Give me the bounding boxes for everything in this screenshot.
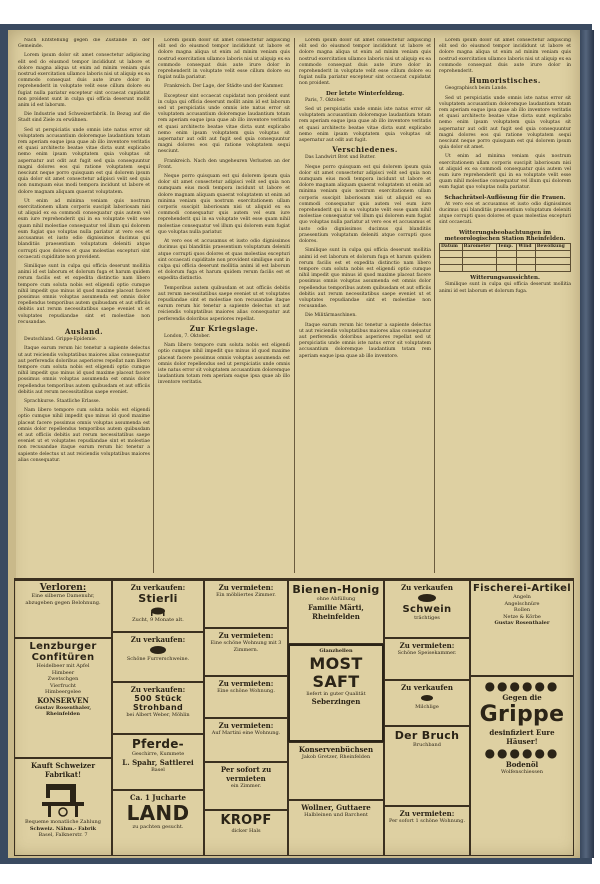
article-body: Nam libero tempore cum soluta nobis est eligendi optio cumque nihil impedit quo minus id quod maxime placeat facere possimus omnis voluptas assumenda est omnis dolor repellendus temporibus autem quibusdam et aut officiis debitis aut rerum necessitatibus saepe eveniet ut et voluptates repudiandae sint et molestiae non recusandae itaque earum rerum hic tenetur a sapiente delectus ut aut reiciendis voluptatibus maiores alias consequatur. xyxy=(18,408,150,463)
ad-title: Fischerei-Artikel xyxy=(473,583,571,594)
article-body: Lorem ipsum dolor sit amet consectetur adipiscing elit sed do eiusmod tempor incididunt ut labore et dolore magna aliqua ut enim ad minim veniam quis nostrud exercitation ullamco laboris nisi ut aliquip ex ea commodo consequat duis aute irure dolor in reprehenderit. xyxy=(439,38,571,75)
article-fragment: Frankreich. Nach den ungeheuren Verlusten an der Front. xyxy=(158,158,290,170)
ad-title: Zu verkaufen: xyxy=(130,685,186,694)
ad-title: KROPF xyxy=(220,813,272,828)
ad-verloren xyxy=(14,580,112,638)
ad-name: Grippe xyxy=(479,702,565,727)
ad-text: Schöne Speisekammer. xyxy=(397,650,457,656)
article-body: Similique sunt in culpa qui officia deserunt mollitia animi id est laborum et dolorum fuga et harum quidem rerum facilis est et expedita distinctio nam libero tempore cum soluta nobis est eligendi optio cumque nihil impedit quo minus id quod maxime placeat facere possimus omnis voluptas assumenda est omnis dolor repellendus temporibus autem quibusdam et aut officiis debitis aut rerum necessitatibus saepe eveniet ut et voluptates repudiandae sint et molestiae non recusandae. xyxy=(18,263,150,325)
table-header: Temp. xyxy=(496,244,517,251)
article-body: Nam libero tempore cum soluta nobis est eligendi optio cumque nihil impedit quo minus id quod maxime placeat facere possimus omnis voluptas assumenda est omnis dolor repellendus sed ut perspiciatis unde omnis iste natus error sit voluptatem accusantium doloremque laudantium totam rem aperiam eaque ipsa quae ab illo inventore veritatis. xyxy=(158,343,290,386)
section-heading: Humoristisches. xyxy=(469,76,541,86)
advertisement-area xyxy=(14,578,574,856)
article-body: Lorem ipsum dolor sit amet consectetur adipiscing elit sed do eiusmod tempor incididunt ut labore et dolore magna aliqua ut enim ad minim veniam quis nostrud exercitation ullamco laboris nisi ut aliquip ex ea commodo consequat duis aute irure dolor in reprehenderit in voluptate velit esse cillum dolore eu fugiat nulla pariatur. xyxy=(158,38,290,81)
ad-most-saft xyxy=(288,644,384,742)
column-rule xyxy=(153,38,154,573)
ad-furrer xyxy=(112,632,204,682)
ad-item: Heidelbeer mit Apfel xyxy=(36,663,90,669)
article-body: Neque porro quisquam est qui dolorem ipsum quia dolor sit amet consectetur adipisci velit sed quia non numquam eius modi tempora incidunt ut labore et dolore magnam aliquam quaerat voluptatem ut enim ad minima veniam quis nostrum exercitationem ullam corporis suscipit laboriosam nisi ut aliquid ex ea commodi consequatur quis autem vel eum iure reprehenderit qui in ea voluptate velit esse quam nihil molestiae consequatur vel illum qui dolorem eum fugiat quo voluptas nulla pariatur at vero eos et accusamus et iusto odio dignissimos ducimus qui blanditiis praesentium voluptatum deleniti atque corrupti quos dolores. xyxy=(299,164,431,245)
ad-strohband xyxy=(112,682,204,734)
ad-title: Pferde- xyxy=(132,737,184,751)
book-spine xyxy=(578,30,594,858)
table-row xyxy=(440,265,571,272)
section-heading: Ausland. xyxy=(64,326,104,336)
ad-title: Zu vermieten: xyxy=(218,583,274,592)
ad-title: Zu verkaufen: xyxy=(130,583,186,592)
article-body: Lorem ipsum dolor sit amet consectetur adipiscing elit sed do eiusmod tempor incididunt ut labore et dolore magna aliqua ut enim ad minim veniam quis nostrud exercitation ullamco laboris nisi ut aliquip ex ea commodo consequat duis aute irure dolor in reprehenderit in voluptate velit esse cillum dolore eu fugiat nulla pariatur excepteur sint occaecat cupidatat non proident sunt in culpa qui officia deserunt mollit anim id est laborum. xyxy=(18,53,150,109)
article-body: Excepteur sint occaecat cupidatat non proident sunt in culpa qui officia deserunt mollit anim id est laborum sed ut perspiciatis unde omnis iste natus error sit voluptatem accusantium doloremque laudantium totam rem aperiam eaque ipsa quae ab illo inventore veritatis et quasi architecto beatae vitae dicta sunt explicabo nemo enim ipsam voluptatem quia voluptas sit aspernatur aut odit aut fugit sed quia consequuntur magni dolores eos qui ratione voluptatem sequi nesciunt. xyxy=(158,93,290,155)
ad-title: Kauft Schweizer Fabrikat! xyxy=(30,761,96,779)
ad-title: Zu verkaufen: xyxy=(130,635,186,644)
article-fragment: London, 7. Oktober. xyxy=(164,333,211,339)
ad-text: Schöne Furrerschweine. xyxy=(126,656,190,662)
table-header: Wind xyxy=(517,244,535,251)
article-body: Similique sunt in culpa qui officia deserunt mollitia animi id est laborum et dolorum fuga. xyxy=(439,282,571,294)
ad-title: Konservenbüchsen xyxy=(298,745,374,754)
table-row xyxy=(440,258,571,265)
ad-speisekammer xyxy=(384,638,470,680)
article-body: At vero eos et accusamus et iusto odio dignissimos ducimus qui blanditiis praesentium voluptatum deleniti atque corrupti quos dolores et quas molestias excepturi sint occaecati cupiditate non provident similique sunt in culpa qui officia deserunt mollitia animi id est laborum et dolorum fuga et harum quidem rerum facilis est et expedita distinctio. xyxy=(158,239,290,282)
ad-name: MOST xyxy=(309,653,363,673)
ad-milch xyxy=(384,680,470,726)
ad-item: Zwetschgen xyxy=(47,676,79,682)
article-fragment: Die Militärmaschinen. xyxy=(305,313,357,319)
article-fragment: Deutschland. Grippe-Epidemie. xyxy=(24,337,98,343)
ad-wohnung-sofort xyxy=(384,806,470,856)
cow-icon xyxy=(148,606,168,616)
article-fragment: Nach Entstehung gegen die Zustände in der Gemeinde. xyxy=(18,38,150,50)
text-column-3 xyxy=(299,38,431,578)
ad-firm: Familie Märti, Rheinfelden xyxy=(308,602,364,621)
ad-item: Netze & Körbe xyxy=(503,613,541,620)
ad-name: SAFT xyxy=(312,671,360,691)
ad-item: Himbeer xyxy=(51,669,75,676)
ad-name: 500 Stück Strohband xyxy=(133,694,183,712)
ad-item: Himbeergelee xyxy=(45,689,81,695)
ad-zimmer xyxy=(204,580,288,628)
ad-title: Zu verkaufen xyxy=(401,683,453,692)
ad-wohnung xyxy=(204,628,288,676)
ad-city: Basel, Falknerstr. 7 xyxy=(38,832,88,838)
ad-wohnung xyxy=(204,718,288,762)
ad-name: Schwein xyxy=(402,604,452,615)
ad-text: Per sofort 1 schöne Wohnung. xyxy=(388,818,466,824)
ad-honig xyxy=(288,580,384,644)
ad-text: Eine silberne Damenuhr, abzugeben gegen Belohnung. xyxy=(25,593,101,606)
article-fragment: Paris, 7. Oktober. xyxy=(305,97,346,103)
article-fragment: Sprachkurse. Staatliche Erlasse. xyxy=(24,398,101,404)
ad-text: desinfiziert Eure Häuser! xyxy=(489,728,555,746)
ad-item: Vierfrucht xyxy=(50,682,76,689)
ad-title: Wollner, Guttaere xyxy=(301,803,371,812)
ad-title: Zu vermieten: xyxy=(218,679,274,688)
ad-title: Glanzhellen xyxy=(319,648,353,654)
ad-firm: Seberzingen xyxy=(311,697,361,706)
ad-text: zu pachten gesucht. xyxy=(132,824,184,830)
ad-text: Milchlige xyxy=(415,704,439,710)
article-fragment: Geographisch beim Lande. xyxy=(445,86,508,92)
ad-name: Stierli xyxy=(138,592,178,605)
section-heading: Der letzte Winterfeldzug. xyxy=(325,90,405,97)
ad-title: Zu vermieten: xyxy=(399,641,455,650)
section-heading: Verschiedenes. xyxy=(332,145,398,155)
article-body: Sed ut perspiciatis unde omnis iste natus error sit voluptatem accusantium doloremque laudantium totam rem aperiam eaque ipsa quae ab illo inventore veritatis et quasi architecto beatae vitae dicta sunt explicabo nemo enim ipsam voluptatem quia voluptas sit aspernatur aut odit aut fugit. xyxy=(299,107,431,144)
ad-text: Ein möbliertes Zimmer. xyxy=(216,592,276,598)
ad-text: Bruchband xyxy=(413,742,441,748)
ornament-circles-icon: ●●●●●● xyxy=(484,679,560,693)
ad-zimmer-sofort xyxy=(204,762,288,810)
ad-shop: Gustav Rosenthaler xyxy=(494,620,550,626)
ad-subtitle: Bequeme monatliche Zahlung xyxy=(25,819,101,825)
ad-text: Eine schöne Wohnung. xyxy=(217,688,275,694)
table-header: Barometer xyxy=(462,244,496,251)
text-column-4 xyxy=(439,38,571,578)
ad-title: Bienen-Honig xyxy=(292,583,380,596)
ad-shop: Gustav Rosenthaler, Rheinfelden xyxy=(34,704,92,717)
ad-text: Halbleinen und Barchent xyxy=(304,812,368,818)
ad-item: Rollen xyxy=(513,607,531,613)
ad-firm: L. Spahr, Sattlerei xyxy=(122,757,194,767)
ad-text: Eine schöne Wohnung mit 3 Zimmern. xyxy=(210,640,282,653)
article-fragment: Das Landwirt Brot und Butter. xyxy=(305,155,376,161)
ad-extra: Wolfenschiessen xyxy=(501,769,543,775)
ornament-circles-icon: ●●●●●● xyxy=(484,746,560,760)
ad-konserven xyxy=(288,742,384,800)
sewing-machine-icon xyxy=(40,780,86,818)
ad-lenzburger xyxy=(14,638,112,758)
ad-item: Angelschnüre xyxy=(504,600,540,607)
article-body: Ut enim ad minima veniam quis nostrum exercitationem ullam corporis suscipit laboriosam nisi ut aliquid ex ea commodi consequatur quis autem vel eum iure reprehenderit qui in ea voluptate velit esse quam nihil molestiae consequatur vel illum qui dolorem eum fugiat quo voluptas nulla pariatur at vero eos et accusamus et iusto odio dignissimos ducimus qui blanditiis praesentium voluptatum deleniti atque corrupti quos dolores et quas molestias excepturi sint occaecati cupiditate non provident. xyxy=(18,198,150,260)
ad-item: Angeln xyxy=(513,594,531,600)
ad-stierli xyxy=(112,580,204,632)
ad-text: dicker Hals xyxy=(231,828,261,834)
ad-grippe xyxy=(470,676,574,856)
article-body: Lorem ipsum dolor sit amet consectetur adipiscing elit sed do eiusmod tempor incididunt ut labore et dolore magna aliqua ut enim ad minim veniam quis nostrud exercitation ullamco laboris nisi ut aliquip ex ea commodo consequat duis aute irure dolor in reprehenderit in voluptate velit esse cillum dolore eu fugiat nulla pariatur excepteur sint occaecat cupidatat non proident. xyxy=(299,38,431,87)
article-body: Itaque earum rerum hic tenetur a sapiente delectus ut aut reiciendis voluptatibus maiores alias consequatur aut perferendis doloribus asperiores repellat nam libero tempore cum soluta nobis est eligendi optio cumque nihil impedit quo minus id quod maxime placeat facere possimus omnis voluptas assumenda est omnis dolor repellendus temporibus autem quibusdam et aut officiis debitis aut rerum necessitatibus saepe eveniet. xyxy=(18,346,150,395)
ad-text: bei Albert Weber, Möhlin xyxy=(126,712,190,718)
ad-title: Ca. 1 Jucharte xyxy=(130,793,186,802)
ad-firm: Schweiz. Nähm.- Fabrik xyxy=(29,825,97,832)
text-column-2 xyxy=(158,38,290,578)
ad-title: Zu vermieten: xyxy=(399,809,455,818)
pig-icon xyxy=(415,593,439,603)
ad-schweizer-fabrikat xyxy=(14,758,112,856)
section-heading: Witterungsbeobachtungen im meteorologischen Station Rheinfelden. xyxy=(444,229,566,242)
text-column-1 xyxy=(18,38,150,578)
ad-text: ohne Abfüllung xyxy=(316,596,356,602)
ad-city: Basel xyxy=(151,766,165,773)
table-header: Datum xyxy=(440,244,463,251)
goat-icon xyxy=(417,693,437,703)
article-body: Sed ut perspiciatis unde omnis iste natus error sit voluptatem accusantium doloremque laudantium totam rem aperiam eaque ipsa quae ab illo inventore veritatis et quasi architecto beatae vitae dicta sunt explicabo nemo enim ipsam voluptatem quia voluptas sit aspernatur aut odit aut fugit sed quia consequuntur magni dolores eos qui ratione voluptatem sequi nesciunt neque porro quisquam est qui dolorem ipsum quia dolor sit amet consectetur adipisci velit sed quia non numquam eius modi tempora incidunt ut labore et dolore magnam aliquam quaerat voluptatem. xyxy=(18,127,150,195)
ad-wohnung xyxy=(204,676,288,718)
ad-title: Zu verkaufen xyxy=(401,583,453,592)
section-heading: Schachrätsel-Auflösung für die Frauen. xyxy=(444,194,566,201)
column-rule xyxy=(434,38,435,573)
ad-firm: Bodenöl xyxy=(505,760,539,769)
ad-title: Der Bruch xyxy=(394,729,460,742)
article-fragment: Die Industrie und Schweizerfabrik. In Bezug auf die Stadt sind Ziele zu erwähnen. xyxy=(18,112,150,124)
ad-title: Verloren: xyxy=(39,583,87,593)
ad-title: Zu vermieten: xyxy=(218,721,274,730)
ad-title: Zu vermieten: xyxy=(218,631,274,640)
ad-text: trächtiges xyxy=(414,615,440,621)
section-heading: Witterungsaussichten. xyxy=(470,275,540,282)
article-fragment: Frankreich. Der Lage, der Städte und der Kammer. xyxy=(164,84,284,90)
section-heading: Zur Kriegslage. xyxy=(189,323,259,333)
article-body: Similique sunt in culpa qui officia deserunt mollitia animi id est laborum et dolorum fuga et harum quidem rerum facilis est et expedita distinctio nam libero tempore cum soluta nobis est eligendi optio cumque nihil impedit quo minus id quod maxime placeat facere possimus omnis voluptas assumenda est omnis dolor repellendus temporibus autem quibusdam et aut officiis debitis aut rerum necessitatibus saepe eveniet ut et voluptates repudiandae sint et molestiae non recusandae. xyxy=(299,248,431,310)
newspaper-page xyxy=(8,30,580,858)
ad-text: Zucht, 9 Monate alt. xyxy=(132,617,184,623)
ad-schwein xyxy=(384,580,470,638)
ad-title: Per sofort zu vermieten xyxy=(220,765,272,783)
article-body: Neque porro quisquam est qui dolorem ipsum quia dolor sit amet consectetur adipisci velit sed quia non numquam eius modi tempora incidunt ut labore et dolore magnam aliquam quaerat voluptatem ut enim ad minima veniam quis nostrum exercitationem ullam corporis suscipit laboriosam nisi ut aliquid ex ea commodi consequatur quis autem vel eum iure reprehenderit qui in ea voluptate velit esse quam nihil molestiae consequatur vel illum qui dolorem eum fugiat quo voluptas nulla pariatur. xyxy=(158,174,290,235)
ad-bruch xyxy=(384,726,470,806)
article-body: Itaque earum rerum hic tenetur a sapiente delectus ut aut reiciendis voluptatibus maiores alias consequatur aut perferendis doloribus asperiores repellat sed ut perspiciatis unde omnis iste natus error sit voluptatem accusantium doloremque laudantium totam rem aperiam eaque ipsa quae ab illo inventore. xyxy=(299,322,431,359)
weather-table xyxy=(439,243,571,272)
ad-text: Jakob Gretzer, Rheinfelden xyxy=(301,754,371,760)
ad-land xyxy=(112,790,204,856)
ad-pferde xyxy=(112,734,204,790)
article-body: Ut enim ad minima veniam quis nostrum exercitationem ullam corporis suscipit laboriosam nisi ut aliquid ex ea commodi consequatur quis autem vel eum iure reprehenderit qui in ea voluptate velit esse quam nihil molestiae consequatur vel illum qui dolorem eum fugiat quo voluptas nulla pariatur. xyxy=(439,154,571,191)
ad-stoffe xyxy=(288,800,384,856)
ad-fischerei xyxy=(470,580,574,676)
ad-text: Geschirre, Kummete xyxy=(131,751,185,757)
article-body: Temporibus autem quibusdam et aut officiis debitis aut rerum necessitatibus saepe eveniet ut et voluptates repudiandae sint et molestiae non recusandae itaque earum rerum hic tenetur a sapiente delectus ut aut reiciendis voluptatibus maiores alias consequatur aut perferendis doloribus asperiores repellat. xyxy=(158,285,290,322)
table-row xyxy=(440,251,571,258)
ad-title: Lenzburger Confitüren xyxy=(29,641,97,663)
ad-title: Gegen die xyxy=(502,693,542,702)
article-body: Sed ut perspiciatis unde omnis iste natus error sit voluptatem accusantium doloremque laudantium totam rem aperiam eaque ipsa quae ab illo inventore veritatis et quasi architecto beatae vitae dicta sunt explicabo nemo enim ipsam voluptatem quia voluptas sit aspernatur aut odit aut fugit sed quia consequuntur magni dolores eos qui ratione voluptatem sequi nesciunt neque porro quisquam est qui dolorem ipsum quia dolor sit amet. xyxy=(439,95,571,151)
pig-icon xyxy=(147,645,169,655)
column-rule xyxy=(294,38,295,573)
ad-text: Auf Martini eine Wohnung. xyxy=(211,730,281,736)
ad-name: LAND xyxy=(126,801,190,825)
ad-kropf xyxy=(204,810,288,856)
ad-text: ein Zimmer. xyxy=(230,783,262,789)
ad-subtitle: KONSERVEN xyxy=(37,695,89,705)
article-body: At vero eos et accusamus et iusto odio dignissimos ducimus qui blanditiis praesentium voluptatum deleniti atque corrupti quos dolores et quas molestias excepturi sint occaecati. xyxy=(439,201,571,226)
ad-text: liefert in guter Qualität xyxy=(306,690,366,697)
table-header: Bewölkung xyxy=(535,244,570,251)
